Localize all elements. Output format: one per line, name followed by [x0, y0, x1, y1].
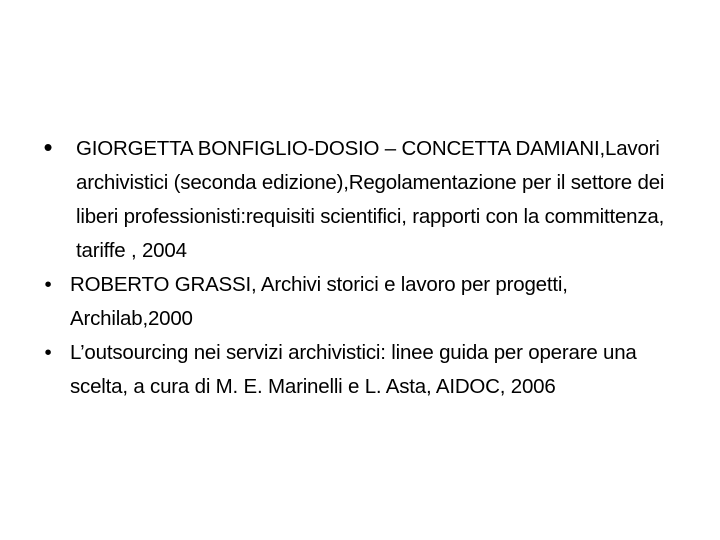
bullet-icon: • — [43, 132, 53, 162]
reference-text: L’outsourcing nei servizi archivistici: linee guida per operare una scelta, a cura di M. E. Marinelli e L. Asta, AIDOC, 2006 — [70, 341, 637, 398]
reference-list — [38, 132, 688, 404]
bullet-icon: • — [44, 273, 52, 296]
reference-item — [38, 336, 688, 404]
reference-item — [38, 132, 688, 268]
reference-text: GIORGETTA BONFIGLIO-DOSIO – CONCETTA DAMIANI,Lavori archivistici (seconda edizione),Regolamentazione per il settore dei liberi professionisti:requisiti scientifici, rapporti con la committenza, tariffe , 2004 — [76, 137, 665, 262]
reference-text: ROBERTO GRASSI, Archivi storici e lavoro per progetti, Archilab,2000 — [70, 273, 568, 330]
bullet-icon: • — [44, 341, 52, 364]
reference-item — [38, 268, 688, 336]
